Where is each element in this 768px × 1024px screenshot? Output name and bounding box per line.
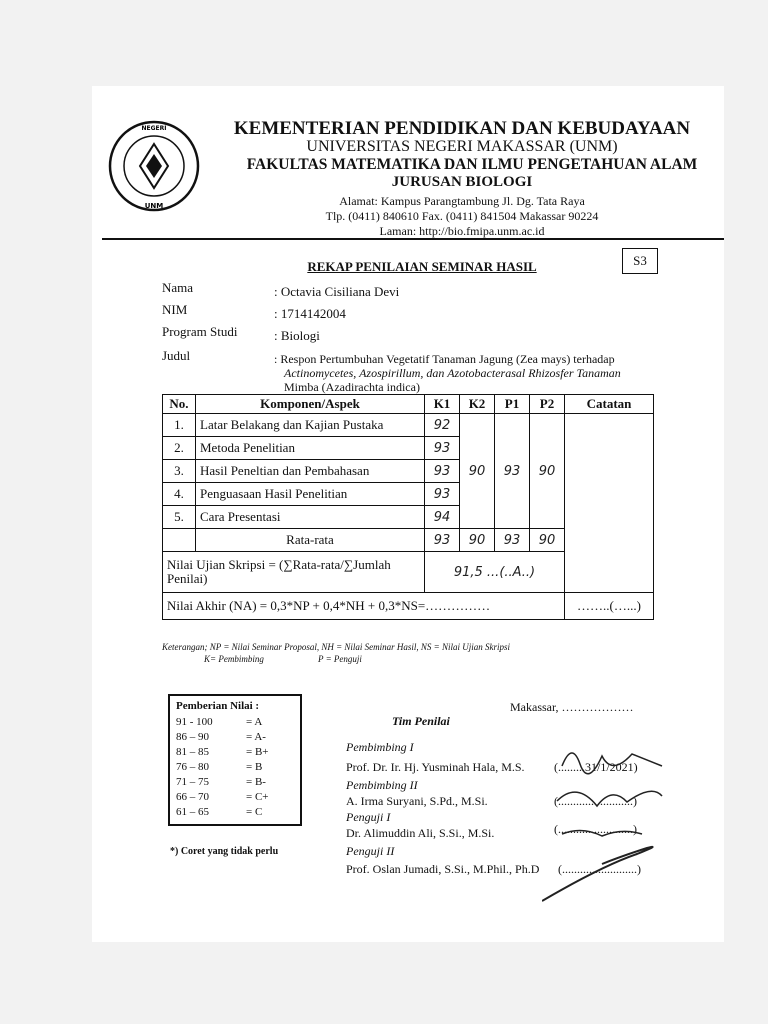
avg-k1: 93 xyxy=(425,529,460,552)
name-value: : Octavia Cisiliana Devi xyxy=(274,284,400,299)
judul-line1: : Respon Pertumbuhan Vegetatif Tanaman Jagung (Zea mays) terhadap xyxy=(274,352,615,366)
penguji1-role: Penguji I xyxy=(346,810,391,824)
col-k1: K1 xyxy=(425,395,460,414)
avg-p2: 90 xyxy=(530,529,565,552)
keterangan-p: P = Penguji xyxy=(318,654,362,664)
website: Laman: http://bio.fmipa.unm.ac.id xyxy=(379,224,545,238)
unm-logo xyxy=(106,118,202,214)
prodi-value: : Biologi xyxy=(274,328,320,343)
avg-p1: 93 xyxy=(495,529,530,552)
penguji2-name: Prof. Oslan Jumadi, S.Si., M.Phil., Ph.D xyxy=(346,862,540,876)
col-catatan: Catatan xyxy=(565,395,654,414)
judul-line3: Mimba (Azadirachta indica) xyxy=(284,380,420,394)
grade-row: 76 – 80 = B xyxy=(176,761,263,773)
ujian-label-line2: Penilai) xyxy=(167,571,208,586)
akhir-value: ……..(…...) xyxy=(565,593,654,620)
row-k1: 94 xyxy=(425,506,460,529)
ujian-label-line1: Nilai Ujian Skripsi = (∑Rata-rata/∑Jumlah xyxy=(167,557,391,572)
place-date: Makassar, ……………… xyxy=(510,700,634,714)
pembimbing2-name: A. Irma Suryani, S.Pd., M.Si. xyxy=(346,794,488,808)
bracket-p1: 93 xyxy=(495,414,530,529)
keterangan-k: K= Pembimbing xyxy=(204,654,264,664)
table-row xyxy=(163,414,654,437)
penguji1-signature: (.........................) xyxy=(554,822,637,836)
grade-row: 86 – 90 = A- xyxy=(176,731,266,743)
col-no: No. xyxy=(163,395,196,414)
row-k1: 93 xyxy=(425,437,460,460)
col-k2: K2 xyxy=(460,395,495,414)
row-aspek: Latar Belakang dan Kajian Pustaka xyxy=(196,414,425,437)
phone: Tlp. (0411) 840610 Fax. (0411) 841504 Makassar 90224 xyxy=(325,209,599,223)
pembimbing1-name: Prof. Dr. Ir. Hj. Yusminah Hala, M.S. xyxy=(346,760,525,774)
col-p2: P2 xyxy=(530,395,565,414)
row-no: 1. xyxy=(163,414,196,437)
row-aspek: Metoda Penelitian xyxy=(196,437,425,460)
row-aspek: Hasil Peneltian dan Pembahasan xyxy=(196,460,425,483)
bracket-p2: 90 xyxy=(530,414,565,529)
row-no: 2. xyxy=(163,437,196,460)
address: Alamat: Kampus Parangtambung Jl. Dg. Tata Raya xyxy=(339,194,585,208)
avg-k2: 90 xyxy=(460,529,495,552)
akhir-label: Nilai Akhir (NA) = 0,3*NP + 0,4*NH + 0,3*NS=…………… xyxy=(163,593,565,620)
grading-title: Pemberian Nilai : xyxy=(176,700,260,712)
row-aspek: Cara Presentasi xyxy=(196,506,425,529)
grade-row: 81 – 85 = B+ xyxy=(176,746,269,758)
row-k1: 93 xyxy=(425,483,460,506)
row-aspek: Penguasaan Hasil Penelitian xyxy=(196,483,425,506)
pembimbing2-role: Pembimbing II xyxy=(346,778,418,792)
header-rule xyxy=(102,238,724,240)
penguji1-name: Dr. Alimuddin Ali, S.Si., M.Si. xyxy=(346,826,495,840)
handwritten-signatures xyxy=(542,736,702,906)
ujian-value: 91,5 ...(..A..) xyxy=(425,552,565,593)
keterangan-line1: Keterangan; NP = Nilai Seminar Proposal, NH = Nilai Seminar Hasil, NS = Nilai Ujian Skripsi xyxy=(162,642,510,652)
catatan-cell xyxy=(565,414,654,593)
nim-label: NIM xyxy=(162,302,188,317)
row-no: 4. xyxy=(163,483,196,506)
team-title: Tim Penilai xyxy=(392,714,450,728)
svg-text:NEGERI: NEGERI xyxy=(141,125,167,132)
judul-line2: Actinomycetes, Azospirillum, dan Azotobacterasal Rhizosfer Tanaman xyxy=(284,366,621,380)
penguji2-signature: (.........................) xyxy=(558,862,641,876)
row-no: 5. xyxy=(163,506,196,529)
col-aspek: Komponen/Aspek xyxy=(196,395,425,414)
ministry-name: KEMENTERIAN PENDIDIKAN DAN KEBUDAYAAN xyxy=(233,118,691,139)
prodi-label: Program Studi xyxy=(162,324,238,339)
pembimbing1-signature: (.........31/1/2021) xyxy=(554,760,638,774)
bracket-k2: 90 xyxy=(460,414,495,529)
document-page xyxy=(92,86,724,942)
judul-label: Judul xyxy=(162,348,191,363)
grade-row: 71 – 75 = B- xyxy=(176,776,266,788)
table-header-row xyxy=(163,395,654,414)
grading-footnote: *) Coret yang tidak perlu xyxy=(170,846,279,857)
grade-row: 66 – 70 = C+ xyxy=(176,791,269,803)
ujian-label xyxy=(163,552,425,593)
nim-value: : 1714142004 xyxy=(274,306,346,321)
average-label: Rata-rata xyxy=(196,529,425,552)
row-no: 3. xyxy=(163,460,196,483)
penguji2-role: Penguji II xyxy=(346,844,395,858)
grade-row: 91 - 100 = A xyxy=(176,716,263,728)
akhir-row xyxy=(163,593,654,620)
department-name: JURUSAN BIOLOGI xyxy=(391,174,533,190)
name-label: Nama xyxy=(162,280,194,295)
university-name: UNIVERSITAS NEGERI MAKASSAR (UNM) xyxy=(306,138,618,155)
grade-table xyxy=(162,394,654,620)
col-p1: P1 xyxy=(495,395,530,414)
row-k1: 92 xyxy=(425,414,460,437)
grading-scale-box xyxy=(168,694,302,826)
form-title: REKAP PENILAIAN SEMINAR HASIL xyxy=(307,259,537,274)
grade-row: 61 – 65 = C xyxy=(176,806,263,818)
row-k1: 93 xyxy=(425,460,460,483)
pembimbing1-role: Pembimbing I xyxy=(346,740,414,754)
faculty-name: FAKULTAS MATEMATIKA DAN ILMU PENGETAHUAN ALAM xyxy=(246,156,698,173)
form-code: S3 xyxy=(622,248,658,274)
pembimbing2-signature: (.........................) xyxy=(554,794,637,808)
svg-text:UNM: UNM xyxy=(144,202,164,210)
